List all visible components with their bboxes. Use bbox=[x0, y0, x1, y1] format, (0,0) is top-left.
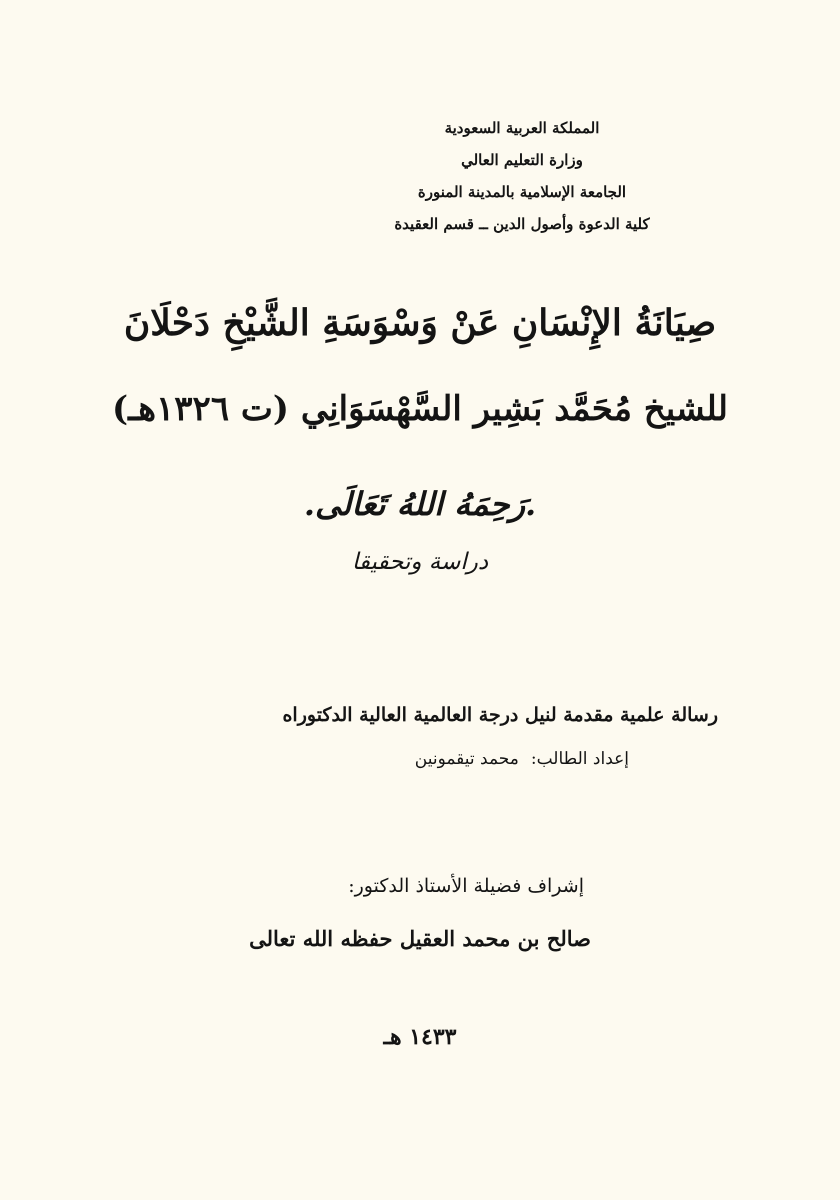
prepared-by bbox=[415, 743, 629, 775]
ministry-line: وزارة التعليم العالي bbox=[461, 151, 583, 169]
faculty-line: كلية الدعوة وأصول الدين ــ قسم العقيدة bbox=[394, 215, 650, 233]
author-line: للشيخ مُحَمَّد بَشِير السَّهْسَوَانِي (ت ١٣٢٦هـ) bbox=[112, 389, 728, 429]
hijri-year: ١٤٣٣ هـ bbox=[383, 1024, 457, 1050]
book-title: صِيَانَةُ الإِنْسَانِ عَنْ وَسْوَسَةِ الشَّيْخِ دَحْلَانَ bbox=[123, 302, 717, 344]
country-line: المملكة العربية السعودية bbox=[444, 119, 600, 137]
university-line: الجامعة الإسلامية بالمدينة المنورة bbox=[417, 183, 627, 201]
prepared-label: إعداد الطالب: bbox=[530, 749, 629, 769]
institution-header bbox=[362, 112, 682, 240]
student-name: محمد تيقمونين bbox=[414, 749, 519, 769]
invocation-line: .رَحِمَهُ اللهُ تَعَالَى. bbox=[303, 485, 537, 523]
supervisor-name: صالح بن محمد العقيل حفظه الله تعالى bbox=[249, 926, 591, 951]
supervision-label: إشراف فضيلة الأستاذ الدكتور: bbox=[348, 875, 584, 897]
study-subtitle: دراسة وتحقيقا bbox=[351, 549, 489, 575]
degree-statement: رسالة علمية مقدمة لنيل درجة العالمية العالية الدكتوراه bbox=[282, 704, 718, 726]
